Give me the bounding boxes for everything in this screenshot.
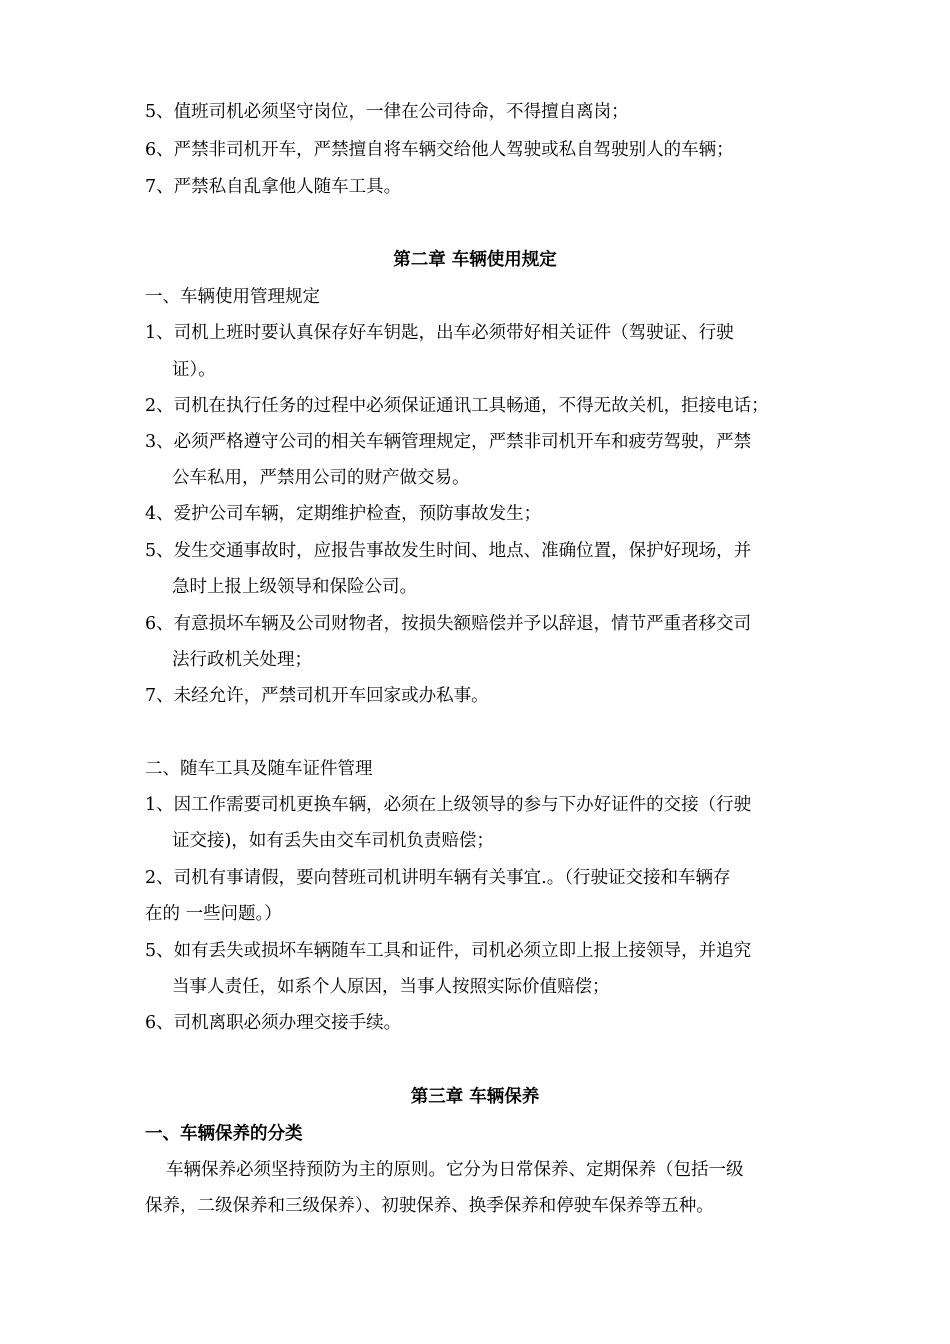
- rule-line-continued: 证交接)，如有丢失由交车司机负责赔偿；: [172, 831, 494, 851]
- rule-line: 5、如有丢失或损坏车辆随车工具和证件，司机必须立即上报上接领导，并追究: [145, 941, 752, 961]
- paragraph-line: 保养，二级保养和三级保养）、初驶保养、换季保养和停驶车保养等五种。: [145, 1196, 714, 1216]
- rule-line: 6、严禁非司机开车，严禁擅自将车辆交给他人驾驶或私自驾驶别人的车辆；: [145, 140, 734, 160]
- section-heading: 一、车辆保养的分类: [145, 1124, 303, 1144]
- chapter-title: 第三章 车辆保养: [410, 1087, 540, 1107]
- rule-line-continued: 当事人责任，如系个人原因，当事人按照实际价值赔偿；: [172, 977, 610, 997]
- section-heading: 一、车辆使用管理规定: [145, 287, 320, 307]
- rule-line-continued: 在的 一些问题。）: [145, 904, 282, 924]
- rule-line-continued: 法行政机关处理；: [172, 650, 312, 670]
- rule-line: 3、必须严格遵守公司的相关车辆管理规定，严禁非司机开车和疲劳驾驶，严禁: [145, 432, 752, 452]
- rule-line: 1、司机上班时要认真保存好车钥匙，出车必须带好相关证件（驾驶证、行驶: [145, 323, 734, 343]
- rule-line: 6、司机离职必须办理交接手续。: [145, 1013, 402, 1033]
- rule-line-continued: 证）。: [172, 360, 216, 380]
- rule-line-continued: 公车私用，严禁用公司的财产做交易。: [172, 468, 470, 488]
- rule-line-continued: 急时上报上级领导和保险公司。: [172, 577, 417, 597]
- rule-line: 4、爱护公司车辆，定期维护检查，预防事故发生；: [145, 504, 542, 524]
- rule-line: 6、有意损坏车辆及公司财物者，按损失额赔偿并予以辞退，情节严重者移交司: [145, 614, 752, 634]
- rule-line: 2、司机有事请假，要向替班司机讲明车辆有关事宜.。（行驶证交接和车辆存: [145, 868, 731, 888]
- section-heading: 二、随车工具及随车证件管理: [145, 759, 373, 779]
- paragraph-line: 车辆保养必须坚持预防为主的原则。它分为日常保养、定期保养（包括一级: [166, 1160, 744, 1180]
- chapter-title: 第二章 车辆使用规定: [393, 250, 557, 270]
- rule-line: 7、未经允许，严禁司机开车回家或办私事。: [145, 686, 489, 706]
- rule-line: 5、发生交通事故时，应报告事故发生时间、地点、准确位置，保护好现场，并: [145, 541, 752, 561]
- rule-line: 2、司机在执行任务的过程中必须保证通讯工具畅通，不得无故关机，拒接电话；: [145, 396, 769, 416]
- rule-line: 1、因工作需要司机更换车辆，必须在上级领导的参与下办好证件的交接（行驶: [145, 795, 752, 815]
- rule-line: 5、值班司机必须坚守岗位，一律在公司待命，不得擅自离岗；: [145, 102, 629, 122]
- rule-line: 7、严禁私自乱拿他人随车工具。: [145, 177, 402, 197]
